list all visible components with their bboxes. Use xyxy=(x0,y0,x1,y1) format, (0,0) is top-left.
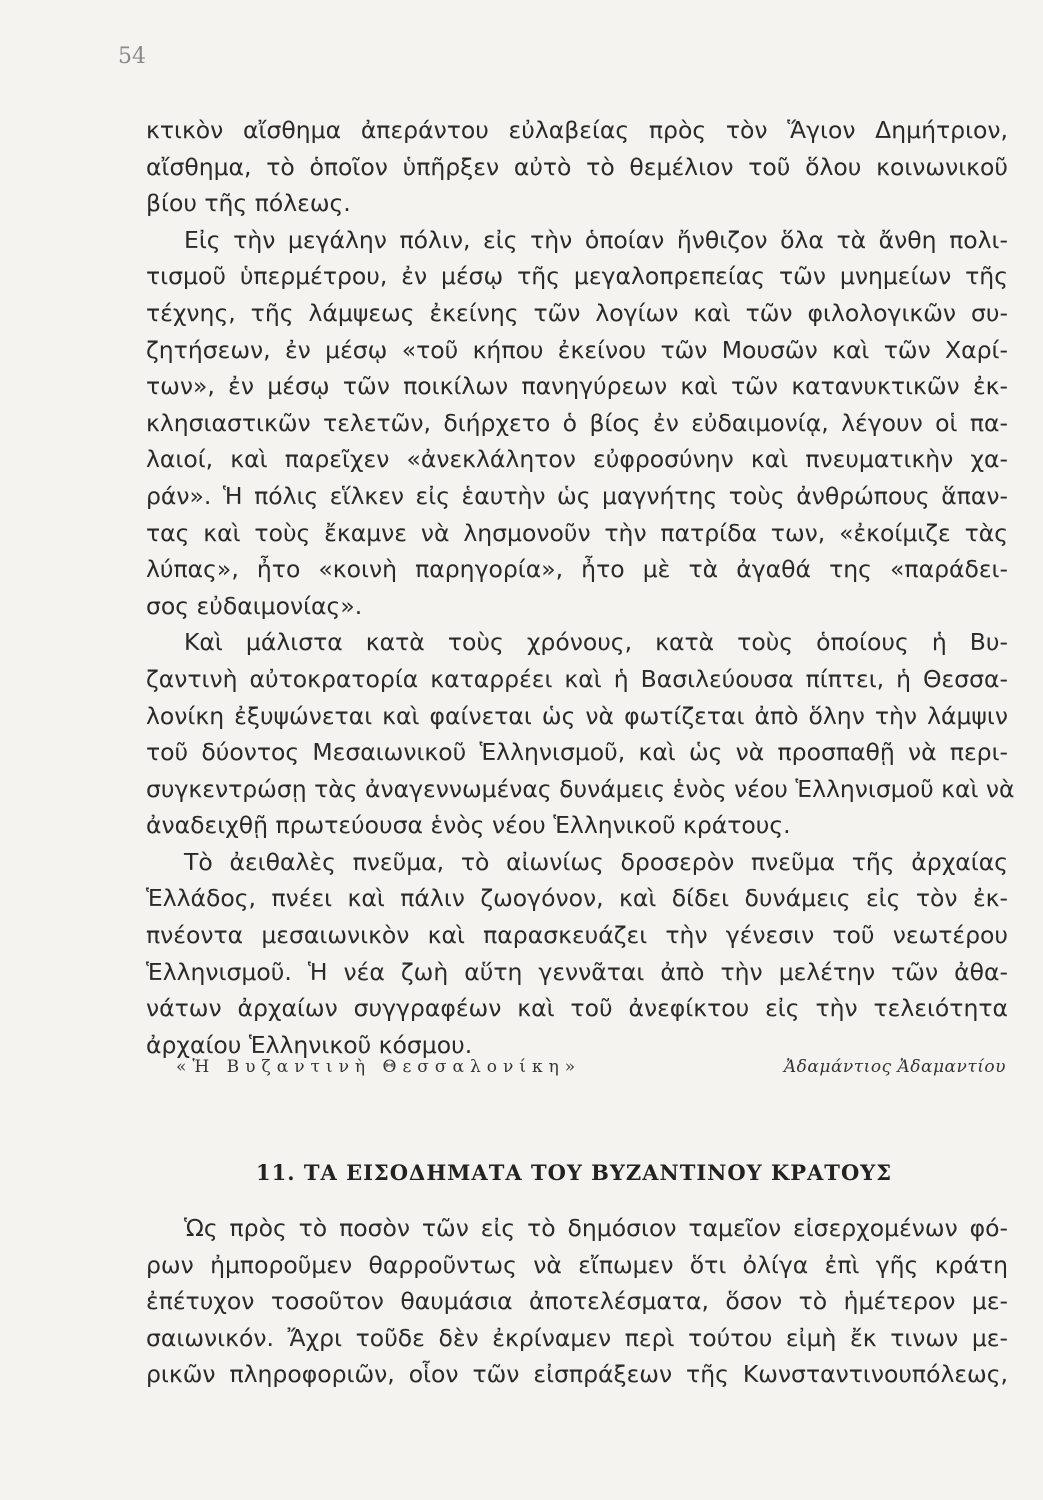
text-line: ζαντινὴ αὐτοκρατορία καταρρέει καὶ ἡ Βασιλεύουσα πίπτει, ἡ Θεσσα- xyxy=(146,664,1008,693)
text-line: λονίκη ἐξυψώνεται καὶ φαίνεται ὡς νὰ φωτίζεται ἀπὸ ὅλην τὴν λάμψιν xyxy=(146,701,1008,730)
text-line: λύπας», ἦτο «κοινὴ παρηγορία», ἦτο μὲ τὰ ἀγαθά της «παράδει- xyxy=(146,555,1008,584)
citation xyxy=(176,1057,1006,1077)
text-line: τας καὶ τοὺς ἔκαμνε νὰ λησμονοῦν τὴν πατρίδα των, «ἐκοίμιζε τὰς xyxy=(146,518,1008,547)
text-line: ράν». Ἡ πόλις εἵλκεν εἰς ἑαυτὴν ὡς μαγνήτης τοὺς ἀνθρώπους ἅπαν- xyxy=(146,481,1008,510)
text-line: Καὶ μάλιστα κατὰ τοὺς χρόνους, κατὰ τοὺς ὁποίους ἡ Βυ- xyxy=(184,628,1008,657)
text-line: ἐπέτυχον τοσοῦτον θαυμάσια ἀποτελέσματα, ὅσον τὸ ἡμέτερον με- xyxy=(146,1287,1008,1316)
text-line: κλησιαστικῶν τελετῶν, διήρχετο ὁ βίος ἐν εὐδαιμονίᾳ, λέγουν οἱ πα- xyxy=(146,408,1008,437)
text-line: Ὡς πρὸς τὸ ποσὸν τῶν εἰς τὸ δημόσιον ταμεῖον εἰσερχομένων φό- xyxy=(184,1214,1008,1242)
text-line: των», ἐν μέσῳ τῶν ποικίλων πανηγύρεων καὶ τῶν κατανυκτικῶν ἐκ- xyxy=(146,372,1008,401)
text-line: Τὸ ἀειθαλὲς πνεῦμα, τὸ αἰωνίως δροσερὸν πνεῦμα τῆς ἀρχαίας xyxy=(184,847,1008,876)
text-line: βίου τῆς πόλεως. xyxy=(146,189,351,218)
text-line: πνέοντα μεσαιωνικὸν καὶ παρασκευάζει τὴν γένεσιν τοῦ νεωτέρου xyxy=(146,921,1008,950)
body-text-section-a xyxy=(146,112,1015,1063)
text-line: τέχνης, τῆς λάμψεως ἐκείνης τῶν λογίων καὶ τῶν φιλολογικῶν συ- xyxy=(146,298,1008,327)
text-line: ρικῶν πληροφοριῶν, οἷον τῶν εἰσπράξεων τῆς Κωνσταντινουπόλεως, xyxy=(146,1360,1008,1389)
text-line: νάτων ἀρχαίων συγγραφέων καὶ τοῦ ἀνεφίκτου εἰς τὴν τελειότητα xyxy=(146,994,1008,1023)
text-line: τοῦ δύοντος Μεσαιωνικοῦ Ἑλληνισμοῦ, καὶ ὡς νὰ προσπαθῇ νὰ περι- xyxy=(146,738,1008,767)
text-line: σαιωνικόν. Ἄχρι τοῦδε δὲν ἐκρίναμεν περὶ τούτου εἰμὴ ἔκ τινων με- xyxy=(146,1323,1008,1352)
text-line: Εἰς τὴν μεγάλην πόλιν, εἰς τὴν ὁποίαν ἤνθιζον ὅλα τὰ ἄνθη πολι- xyxy=(184,225,1008,254)
citation-author: Ἀδαμάντιος Ἀδαμαντίου xyxy=(783,1057,1006,1077)
text-line: Ἑλληνισμοῦ. Ἡ νέα ζωὴ αὕτη γεννᾶται ἀπὸ τὴν μελέτην τῶν ἀθα- xyxy=(146,957,1008,986)
text-line: σος εὐδαιμονίας». xyxy=(146,591,363,620)
text-line: συγκεντρώσῃ τὰς ἀναγεννωμένας δυνάμεις ἑνὸς νέου Ἑλληνισμοῦ καὶ νὰ xyxy=(146,774,1015,803)
text-line: αἴσθημα, τὸ ὁποῖον ὑπῆρξεν αὐτὸ τὸ θεμέλιον τοῦ ὅλου κοινωνικοῦ xyxy=(146,152,1008,181)
text-line: ρων ἠμποροῦμεν θαρροῦντως νὰ εἴπωμεν ὅτι ὀλίγα ἐπὶ γῆς κράτη xyxy=(146,1250,1008,1279)
section-heading: 11. ΤΑ ΕΙΣΟΔΗΜΑΤΑ ΤΟΥ ΒΥΖΑΝΤΙΝΟΥ ΚΡΑΤΟΥΣ xyxy=(256,1160,893,1185)
text-line: τισμοῦ ὑπερμέτρου, ἐν μέσῳ τῆς μεγαλοπρεπείας τῶν μνημείων τῆς xyxy=(146,262,1008,291)
text-line: κτικὸν αἴσθημα ἀπεράντου εὐλαβείας πρὸς τὸν Ἅγιον Δημήτριον, xyxy=(146,116,1008,144)
text-line: Ἑλλάδος, πνέει καὶ πάλιν ζωογόνον, καὶ δίδει δυνάμεις εἰς τὸν ἐκ- xyxy=(146,884,1008,913)
text-line: ἀρχαίου Ἑλληνικοῦ κόσμου. xyxy=(146,1030,473,1059)
page-number: 54 xyxy=(118,44,146,69)
text-line: ἀναδειχθῇ πρωτεύουσα ἑνὸς νέου Ἑλληνικοῦ κράτους. xyxy=(146,811,791,840)
text-line: ζητήσεων, ἐν μέσῳ «τοῦ κήπου ἐκείνου τῶν Μουσῶν καὶ τῶν Χαρί- xyxy=(146,335,1008,364)
body-text-section-b xyxy=(146,1210,1008,1393)
text-line: λαιοί, καὶ παρεῖχεν «ἀνεκλάλητον εὐφροσύνην καὶ πνευματικὴν χα- xyxy=(146,445,1008,474)
citation-source: «Ἡ Βυζαντινὴ Θεσσαλονίκη» xyxy=(176,1057,582,1077)
